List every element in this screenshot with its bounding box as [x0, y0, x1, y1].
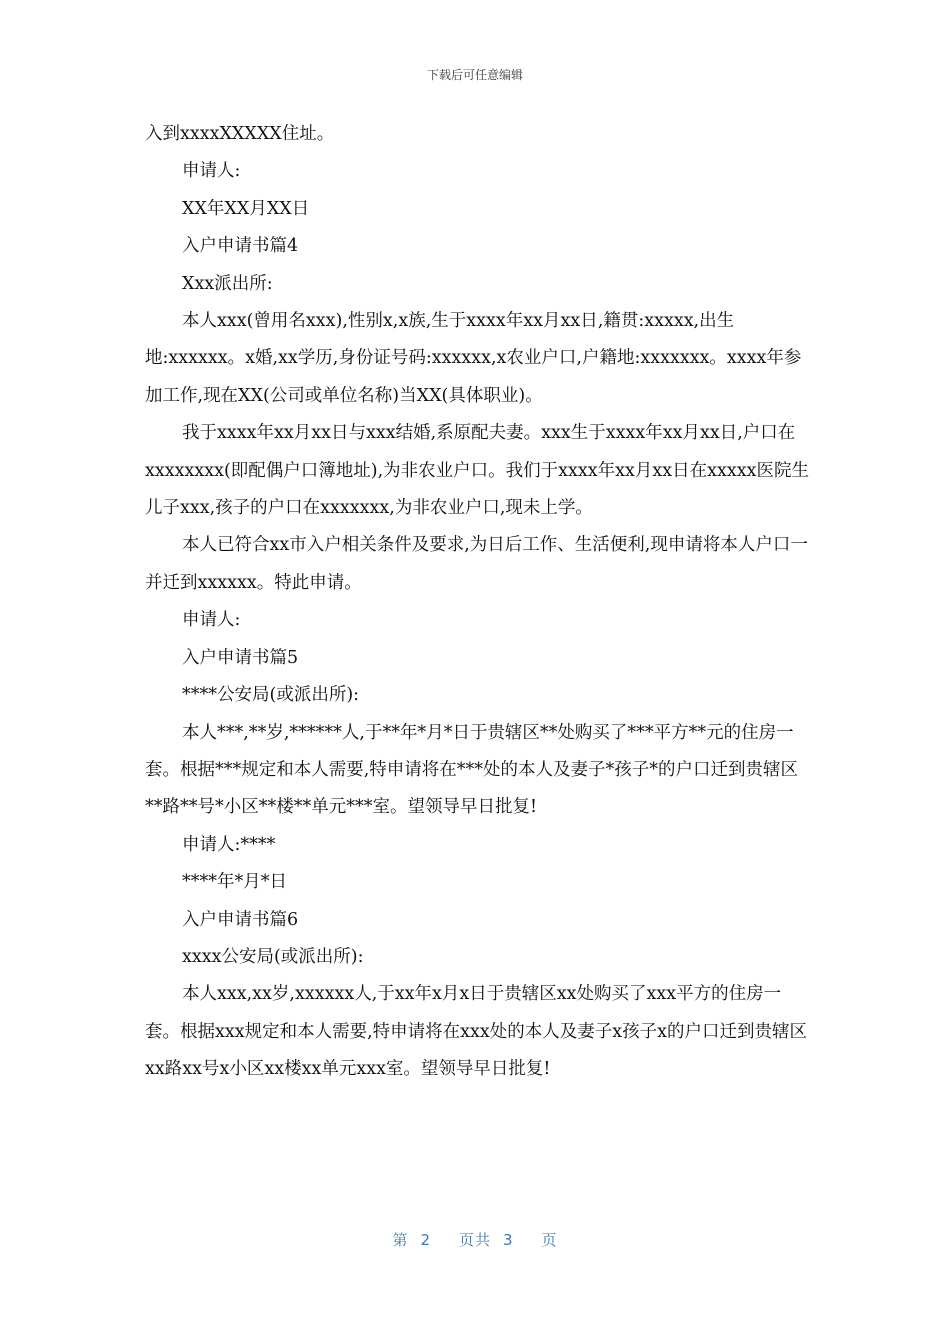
paragraph-housing-request: 本人xxx,xx岁,xxxxxx人,于xx年x月x日于贵辖区xx处购买了xxx平方的住房一套。根据xxx规定和本人需要,特申请将在xxx处的本人及妻子x孩子x的户口迁到贵辖区xx路xx号x小区xx楼xx单元xxx室。望领导早日批复!: [145, 984, 808, 1080]
paragraph-address-end: 入到xxxxXXXXX住址。: [145, 124, 335, 144]
page-header: 下载后可任意编辑: [426, 68, 523, 82]
total-pages: 3: [503, 1231, 514, 1249]
section-title-5: 入户申请书篇5: [182, 647, 299, 668]
applicant-line: 申请人:: [182, 610, 241, 631]
paragraph-housing-request: 本人***,**岁,******人,于**年*月*日于贵辖区**处购买了***平方**元的住房一套。根据***规定和本人需要,特申请将在***处的本人及妻子*孩子*的户口迁到贵辖区**路**号*小区**楼**单元***室。望领导早日批复!: [145, 722, 799, 818]
date-line: ****年*月*日: [182, 872, 287, 893]
page-label-suffix: 页: [541, 1231, 558, 1249]
applicant-line: 申请人:****: [182, 834, 276, 855]
section-title-4: 入户申请书篇4: [182, 236, 299, 257]
paragraph-marriage-info: 我于xxxx年xx月xx日与xxx结婚,系原配夫妻。xxx生于xxxx年xx月xx日,户口在xxxxxxxx(即配偶户口簿地址),为非农业户口。我们于xxxx年xx月xx日在xxxxx医院生儿子xxx,孩子的户口在xxxxxxx,为非农业户口,现未上学。: [145, 423, 809, 519]
page-label-prefix: 第: [392, 1231, 409, 1249]
document-body: [145, 116, 810, 1089]
date-line: XX年XX月XX日: [182, 198, 310, 219]
page-number: 2: [420, 1231, 431, 1249]
page-footer: [0, 1229, 950, 1250]
paragraph-personal-info: 本人xxx(曾用名xxx),性别x,x族,生于xxxx年xx月xx日,籍贯:xxxxx,出生地:xxxxxx。x婚,xx学历,身份证号码:xxxxxx,x农业户口,户籍地:xxxxxxx。xxxx年参加工作,现在XX(公司或单位名称)当XX(具体职业)。: [145, 311, 802, 406]
page-label-mid: 页共: [458, 1231, 491, 1249]
applicant-line: 申请人:: [182, 161, 241, 182]
paragraph-request: 本人已符合xx市入户相关条件及要求,为日后工作、生活便利,现申请将本人户口一并迁到xxxxxx。特此申请。: [145, 535, 808, 593]
addressee-line: ****公安局(或派出所):: [182, 685, 360, 706]
section-title-6: 入户申请书篇6: [182, 909, 299, 930]
addressee-line: Xxx派出所:: [182, 273, 273, 294]
addressee-line: xxxx公安局(或派出所):: [182, 946, 364, 967]
